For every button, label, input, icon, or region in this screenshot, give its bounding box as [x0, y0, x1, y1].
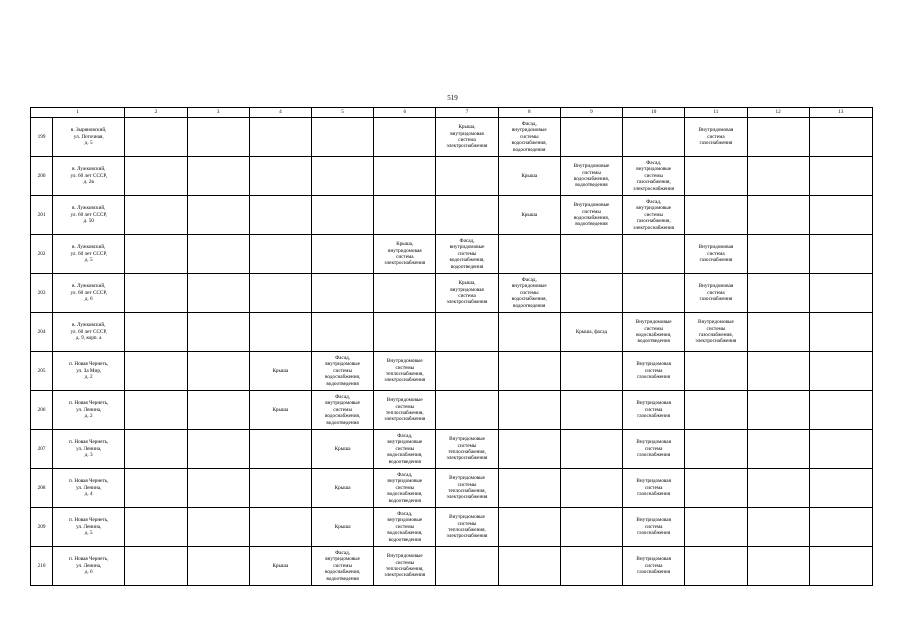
table-cell: [311, 118, 373, 157]
address-cell: в. Лужковский, ул. 60 лет СССР, д. 2в: [53, 157, 125, 196]
table-cell: Внутридомовая система газоснабжения: [685, 235, 747, 274]
column-header: 2: [125, 108, 187, 118]
row-number: 205: [31, 352, 53, 391]
address-cell: п. Новая Чернеть, ул. Ленина, д. 5: [53, 508, 125, 547]
row-number: 200: [31, 157, 53, 196]
table-cell: Внутридомовая система газоснабжения: [623, 430, 685, 469]
table-cell: [311, 313, 373, 352]
table-cell: [498, 391, 560, 430]
table-row: [31, 313, 873, 352]
column-header: 5: [311, 108, 373, 118]
table-cell: [809, 118, 872, 157]
table-cell: [125, 391, 187, 430]
row-number: 208: [31, 469, 53, 508]
table-cell: Крыша, внутридомовая система электроснабжения: [374, 235, 436, 274]
table-cell: [187, 157, 249, 196]
table-cell: [747, 235, 809, 274]
address-cell: в. Лужковский, ул. 60 лет СССР, д. 50: [53, 196, 125, 235]
table-cell: [125, 547, 187, 586]
table-cell: [249, 313, 311, 352]
table-row: [31, 508, 873, 547]
table-cell: Внутридомовые системы теплоснабжения, электроснабжения: [436, 430, 498, 469]
table-cell: Внутридомовая система газоснабжения: [623, 469, 685, 508]
table-cell: Фасад, внутридомовые системы водоснабжения, водоотведения: [311, 352, 373, 391]
address-cell: п. Новая Чернеть, ул. За Мир, д. 2: [53, 352, 125, 391]
table-cell: Фасад, внутридомовые системы водоснабжения, водоотведения: [374, 508, 436, 547]
table-cell: [187, 469, 249, 508]
table-cell: [560, 430, 622, 469]
table-cell: [498, 469, 560, 508]
table-cell: [311, 196, 373, 235]
table-cell: [125, 118, 187, 157]
table-cell: Крыша: [249, 391, 311, 430]
table-cell: [560, 547, 622, 586]
column-header: 9: [560, 108, 622, 118]
table-row: [31, 235, 873, 274]
table-cell: [685, 196, 747, 235]
table-cell: [747, 118, 809, 157]
table-cell: [809, 391, 872, 430]
table-cell: [560, 391, 622, 430]
table-cell: [187, 430, 249, 469]
table-cell: [809, 508, 872, 547]
table-cell: Внутридомовая система газоснабжения: [623, 508, 685, 547]
address-cell: в. Зыряновский, ул. Поточная, д. 5: [53, 118, 125, 157]
column-header: 4: [249, 108, 311, 118]
table-cell: [311, 274, 373, 313]
table-cell: Внутридомовые системы газоснабжения, электроснабжения: [685, 313, 747, 352]
address-cell: п. Новая Чернеть, ул. Ленина, д. 4: [53, 469, 125, 508]
table-cell: [187, 391, 249, 430]
table-cell: [249, 469, 311, 508]
table-cell: Фасад, внутридомовые системы газоснабжения, электроснабжения: [623, 157, 685, 196]
table-cell: Фасад, внутридомовые системы водоснабжения, водоотведения: [374, 469, 436, 508]
table-cell: Внутридомовые системы водоснабжения, водоотведения: [560, 157, 622, 196]
table-cell: [560, 118, 622, 157]
table-cell: [249, 157, 311, 196]
table-cell: [747, 157, 809, 196]
table-cell: [187, 235, 249, 274]
table-row: [31, 118, 873, 157]
table-cell: Внутридомовые системы водоснабжения, водоотведения: [560, 196, 622, 235]
table-cell: Внутридомовые системы теплоснабжения, электроснабжения: [436, 469, 498, 508]
header-row: [31, 108, 873, 118]
column-header: 8: [498, 108, 560, 118]
table-cell: [125, 430, 187, 469]
address-cell: п. Новая Чернеть, ул. Ленина, д. 2: [53, 391, 125, 430]
table-cell: [374, 196, 436, 235]
table-cell: [685, 430, 747, 469]
table-cell: [311, 235, 373, 274]
table-row: [31, 196, 873, 235]
table-cell: Внутридомовая система газоснабжения: [685, 118, 747, 157]
table-cell: [311, 157, 373, 196]
table-cell: [498, 313, 560, 352]
table-cell: [560, 274, 622, 313]
table-cell: [809, 430, 872, 469]
table-row: [31, 274, 873, 313]
table-cell: [498, 547, 560, 586]
column-header: 13: [809, 108, 872, 118]
address-cell: п. Новая Чернеть, ул. Ленина, д. 3: [53, 430, 125, 469]
table-cell: Фасад, внутридомовые системы водоснабжения, водоотведения: [498, 274, 560, 313]
table-cell: [747, 391, 809, 430]
page-number: 519: [447, 94, 458, 102]
row-number: 209: [31, 508, 53, 547]
column-header: 1: [31, 108, 125, 118]
table-cell: [125, 469, 187, 508]
table-cell: [809, 352, 872, 391]
table-cell: [685, 547, 747, 586]
column-header: 11: [685, 108, 747, 118]
table-row: [31, 157, 873, 196]
table-cell: [436, 196, 498, 235]
table-cell: [685, 352, 747, 391]
table-cell: Крыша: [249, 352, 311, 391]
table-cell: [249, 274, 311, 313]
table-cell: Внутридомовые системы теплоснабжения, электроснабжения: [374, 352, 436, 391]
table-cell: [187, 118, 249, 157]
table-cell: [187, 547, 249, 586]
table-cell: [436, 157, 498, 196]
table-cell: Внутридомовые системы теплоснабжения, электроснабжения: [374, 391, 436, 430]
table-cell: [498, 235, 560, 274]
table-cell: [374, 313, 436, 352]
table-cell: [374, 157, 436, 196]
table-cell: [187, 274, 249, 313]
table-cell: [125, 157, 187, 196]
address-cell: п. Новая Чернеть, ул. Ленина, д. 6: [53, 547, 125, 586]
table-cell: [125, 274, 187, 313]
table-cell: [685, 508, 747, 547]
table-cell: [125, 313, 187, 352]
table-cell: [125, 508, 187, 547]
table-row: [31, 352, 873, 391]
table-cell: Фасад, внутридомовые системы водоснабжения, водоотведения: [311, 547, 373, 586]
table-cell: [249, 118, 311, 157]
table-cell: [187, 508, 249, 547]
table-cell: [498, 430, 560, 469]
table-cell: [249, 430, 311, 469]
table-cell: [623, 235, 685, 274]
table-cell: [498, 352, 560, 391]
table-cell: [747, 274, 809, 313]
row-number: 207: [31, 430, 53, 469]
column-header: 10: [623, 108, 685, 118]
table-cell: Внутридомовая система газоснабжения: [623, 352, 685, 391]
table-cell: [374, 274, 436, 313]
table-cell: [436, 391, 498, 430]
table-row: [31, 430, 873, 469]
table-cell: [125, 235, 187, 274]
table-cell: Внутридомовая система газоснабжения: [623, 391, 685, 430]
table-cell: [187, 352, 249, 391]
table-cell: Внутридомовая система газоснабжения: [685, 274, 747, 313]
table-cell: [809, 274, 872, 313]
table-cell: [623, 118, 685, 157]
table-cell: [560, 352, 622, 391]
table-cell: [747, 313, 809, 352]
table-cell: Фасад, внутридомовые системы водоснабжения, водоотведения: [436, 235, 498, 274]
repair-schedule-table: [30, 107, 873, 586]
table-cell: [249, 508, 311, 547]
table-cell: [747, 547, 809, 586]
table-cell: [560, 235, 622, 274]
column-header: 12: [747, 108, 809, 118]
table-row: [31, 391, 873, 430]
table-cell: [623, 274, 685, 313]
table-cell: Крыша: [498, 196, 560, 235]
table-cell: Крыша, внутридомовая система электроснабжения: [436, 274, 498, 313]
table-cell: Крыша: [311, 469, 373, 508]
table-cell: [685, 391, 747, 430]
table-cell: [187, 313, 249, 352]
row-number: 202: [31, 235, 53, 274]
table-cell: [125, 352, 187, 391]
table-cell: Внутридомовая система газоснабжения: [623, 547, 685, 586]
table-cell: [747, 352, 809, 391]
row-number: 210: [31, 547, 53, 586]
address-cell: в. Лужковский, ул. 60 лет СССР, д. 9, корп. а: [53, 313, 125, 352]
table-cell: Крыша, фасад: [560, 313, 622, 352]
table-cell: [747, 469, 809, 508]
table-cell: Крыша: [311, 430, 373, 469]
table-cell: [560, 508, 622, 547]
table-cell: [187, 196, 249, 235]
row-number: 206: [31, 391, 53, 430]
column-header: 6: [374, 108, 436, 118]
table-cell: [809, 469, 872, 508]
table-cell: Фасад, внутридомовые системы водоснабжения, водоотведения: [374, 430, 436, 469]
table-row: [31, 547, 873, 586]
column-header: 3: [187, 108, 249, 118]
table-cell: Внутридомовые системы теплоснабжения, электроснабжения: [436, 508, 498, 547]
table-cell: [809, 196, 872, 235]
row-number: 204: [31, 313, 53, 352]
table-cell: Крыша: [311, 508, 373, 547]
table-cell: [436, 352, 498, 391]
table-cell: [436, 547, 498, 586]
table-cell: Фасад, внутридомовые системы газоснабжения, электроснабжения: [623, 196, 685, 235]
table-cell: [809, 313, 872, 352]
table-cell: [747, 508, 809, 547]
table-cell: [249, 235, 311, 274]
table-cell: Крыша, внутридомовая система электроснабжения: [436, 118, 498, 157]
table-cell: [685, 157, 747, 196]
table-cell: [685, 469, 747, 508]
table-cell: Крыша: [498, 157, 560, 196]
table-row: [31, 469, 873, 508]
table-cell: Фасад, внутридомовые системы водоснабжения, водоотведения: [498, 118, 560, 157]
table-cell: Фасад, внутридомовые системы водоснабжения, водоотведения: [311, 391, 373, 430]
table-cell: [560, 469, 622, 508]
table-cell: Внутридомовые системы теплоснабжения, электроснабжения: [374, 547, 436, 586]
table-cell: Крыша: [249, 547, 311, 586]
row-number: 201: [31, 196, 53, 235]
table-cell: [498, 508, 560, 547]
table-cell: [436, 313, 498, 352]
table-cell: [374, 118, 436, 157]
table-cell: [809, 547, 872, 586]
table-cell: [809, 157, 872, 196]
table-cell: [747, 430, 809, 469]
table-cell: [809, 235, 872, 274]
column-header: 7: [436, 108, 498, 118]
table-cell: [249, 196, 311, 235]
table-cell: [125, 196, 187, 235]
table-cell: Внутридомовые системы водоснабжения, водоотведения: [623, 313, 685, 352]
row-number: 203: [31, 274, 53, 313]
table-cell: [747, 196, 809, 235]
row-number: 199: [31, 118, 53, 157]
address-cell: в. Лужковский, ул. 60 лет СССР, д. 5: [53, 235, 125, 274]
address-cell: в. Лужковский, ул. 60 лет СССР, д. 6: [53, 274, 125, 313]
